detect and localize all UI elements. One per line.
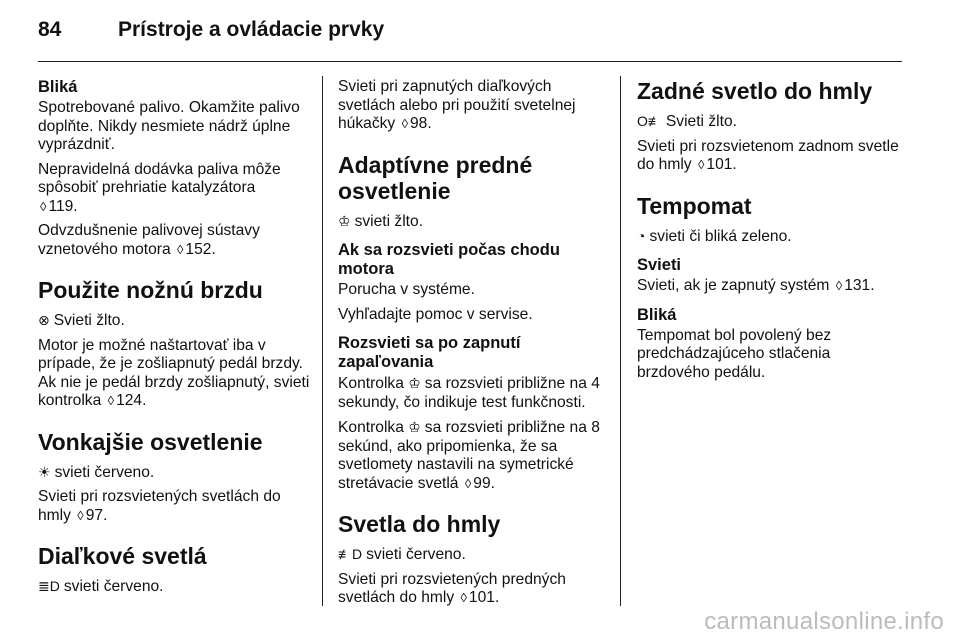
paragraph: Svieti pri rozsvietených svetlách do hmly ◊ 97.: [38, 488, 281, 524]
status-line: ◔ svieti či bliká zeleno.: [637, 227, 792, 245]
paragraph: Spotrebované palivo. Okamžite palivo doplňte. Nikdy nesmiete nádrž úplne vyprázdniť.: [38, 99, 300, 153]
subheading-blika: Bliká: [637, 305, 677, 324]
paragraph: Vyhľadajte pomoc v servise.: [338, 305, 533, 323]
heading-dialkove: Diaľkové svetlá: [38, 543, 207, 569]
paragraph: Svieti pri rozsvietenom zadnom svetle do hmly ◊ 101.: [637, 137, 899, 173]
status-line: ⊗ Svieti žlto.: [38, 312, 125, 329]
rear-fog-icon: O≢: [637, 113, 662, 129]
heading-hmly: Svetla do hmly: [338, 511, 501, 537]
column-2: [338, 78, 608, 614]
status-line: ≢D svieti červeno.: [338, 546, 466, 563]
paragraph: Svieti pri zapnutých diaľkových svetlách alebo pri použití svetelnej húkačky ◊ 98.: [338, 78, 576, 132]
front-fog-icon: ≢D: [338, 546, 363, 562]
page-ref-icon: ◊: [401, 116, 408, 131]
paragraph: Svieti, ak je zapnutý systém ◊ 131.: [637, 277, 875, 294]
column-3: [637, 78, 907, 388]
heading-tempomat: Tempomat: [637, 192, 752, 219]
heading-vonkajsie: Vonkajšie osvetlenie: [38, 428, 263, 455]
page-number: 84: [38, 18, 62, 41]
paragraph: Nepravidelná dodávka paliva môže spôsobiť prehriatie katalyzátora ◊ 119.: [38, 160, 281, 215]
subheading-zapnuti: Rozsvieti sa po zapnutí zapaľovania: [338, 334, 521, 371]
paragraph: Kontrolka ♔ sa rozsvieti približne na 4 sekundy, čo indikuje test funkčnosti.: [338, 375, 600, 411]
adaptive-light-icon: ♔: [338, 212, 351, 229]
page-ref-icon: ◊: [835, 278, 843, 293]
status-line: O≢ Svieti žlto.: [637, 113, 737, 130]
column-1: [38, 78, 313, 603]
paragraph: Motor je možné naštartovať iba v prípade, že je zošliapnutý pedál brzdy. Ak nie je pedál brzdy zošliapnutý, svieti kontrolka ◊ 124.: [38, 336, 310, 409]
cruise-control-icon: ◔: [637, 227, 646, 244]
exterior-light-icon: ☀: [38, 463, 51, 480]
page-header: [38, 14, 902, 62]
running-title: Prístroje a ovládacie prvky: [118, 18, 385, 41]
page-ref-icon: ◊: [176, 241, 184, 257]
heading-adaptivne: Adaptívne predné osvetlenie: [338, 151, 533, 204]
subheading-chod: Ak sa rozsvieti počas chodu motora: [338, 241, 560, 278]
status-line: ≣D svieti červeno.: [38, 578, 164, 595]
paragraph: Tempomat bol povolený bez predchádzajúceho stlačenia brzdového pedálu.: [637, 326, 832, 381]
subheading-blika: Bliká: [38, 78, 78, 96]
page-ref-icon: ◊: [460, 590, 467, 605]
heading-zadne: Zadné svetlo do hmly: [637, 78, 873, 104]
brake-icon: ⊗: [38, 312, 50, 328]
adaptive-light-icon: ♔: [408, 419, 421, 435]
paragraph: Porucha v systéme.: [338, 281, 475, 298]
adaptive-light-icon: ♔: [408, 375, 421, 391]
high-beam-icon: ≣D: [38, 578, 60, 594]
status-line: ☀ svieti červeno.: [38, 463, 155, 481]
page-ref-icon: ◊: [464, 475, 472, 491]
page-ref-icon: ◊: [697, 157, 705, 172]
page-ref-icon: ◊: [40, 198, 47, 214]
status-line: ♔ svieti žlto.: [338, 212, 424, 230]
watermark: carmanualsonline.info: [704, 608, 944, 635]
heading-brzda: Použite nožnú brzdu: [38, 277, 263, 303]
column-divider: [322, 76, 323, 606]
subheading-svieti: Svieti: [637, 256, 682, 274]
paragraph: Svieti pri rozsvietených predných svetlách do hmly ◊ 101.: [338, 570, 566, 606]
page-ref-icon: ◊: [107, 393, 115, 408]
column-divider: [620, 76, 621, 606]
paragraph: Odvzdušnenie palivovej sústavy vznetového motora ◊ 152.: [38, 222, 260, 258]
page-ref-icon: ◊: [77, 507, 84, 523]
paragraph: Kontrolka ♔ sa rozsvieti približne na 8 sekúnd, ako pripomienka, že sa svetlomety nastavili na symetrické stretávacie svetlá ◊ 99.: [338, 419, 600, 492]
